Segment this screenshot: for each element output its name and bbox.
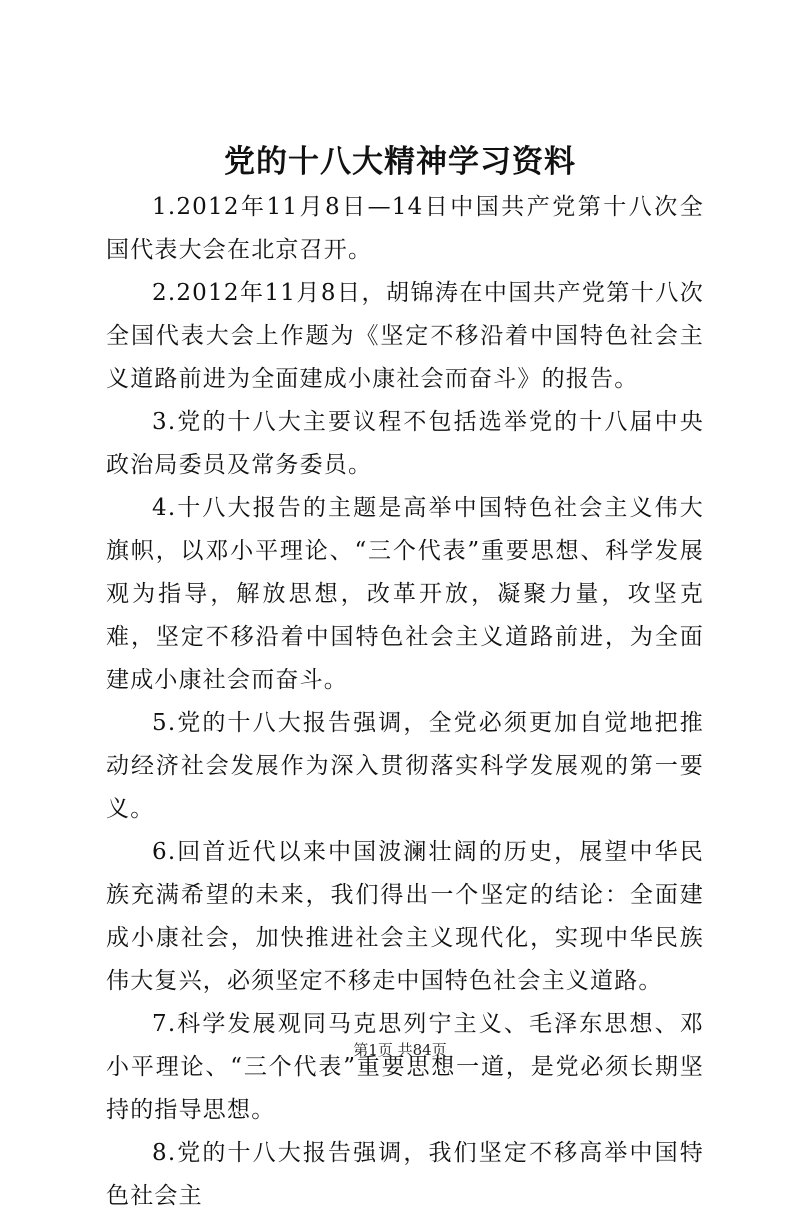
paragraph-6: 6.回首近代以来中国波澜壮阔的历史，展望中华民族充满希望的未来，我们得出一个坚定的结论：全面建成小康社会，加快推进社会主义现代化，实现中华民族伟大复兴，必须坚定不移走中国特色社会主义道路。 [106, 839, 704, 994]
page-footer [0, 1040, 800, 1060]
page-number-label: 第1页 共84页 [353, 1041, 447, 1059]
document-body [106, 186, 704, 1218]
document-title: 党的十八大精神学习资料 [224, 144, 576, 180]
paragraph-7: 7.科学发展观同马克思列宁主义、毛泽东思想、邓小平理论、“三个代表”重要思想一道，是党必须长期坚持的指导思想。 [106, 1011, 704, 1123]
paragraph-2: 2.2012年11月8日，胡锦涛在中国共产党第十八次全国代表大会上作题为《坚定不移沿着中国特色社会主义道路前进为全面建成小康社会而奋斗》的报告。 [106, 280, 704, 392]
paragraph-8: 8.党的十八大报告强调，我们坚定不移高举中国特色社会主 [106, 1140, 704, 1209]
paragraph-1: 1.2012年11月8日—14日中国共产党第十八次全国代表大会在北京召开。 [106, 194, 704, 263]
paragraph-3: 3.党的十八大主要议程不包括选举党的十八届中央政治局委员及常务委员。 [106, 409, 704, 478]
paragraph-5: 5.党的十八大报告强调，全党必须更加自觉地把推动经济社会发展作为深入贯彻落实科学发展观的第一要义。 [106, 710, 704, 822]
paragraph-4: 4.十八大报告的主题是高举中国特色社会主义伟大旗帜，以邓小平理论、“三个代表”重要思想、科学发展观为指导，解放思想，改革开放，凝聚力量，攻坚克难，坚定不移沿着中国特色社会主义道路前进，为全面建成小康社会而奋斗。 [106, 495, 704, 693]
